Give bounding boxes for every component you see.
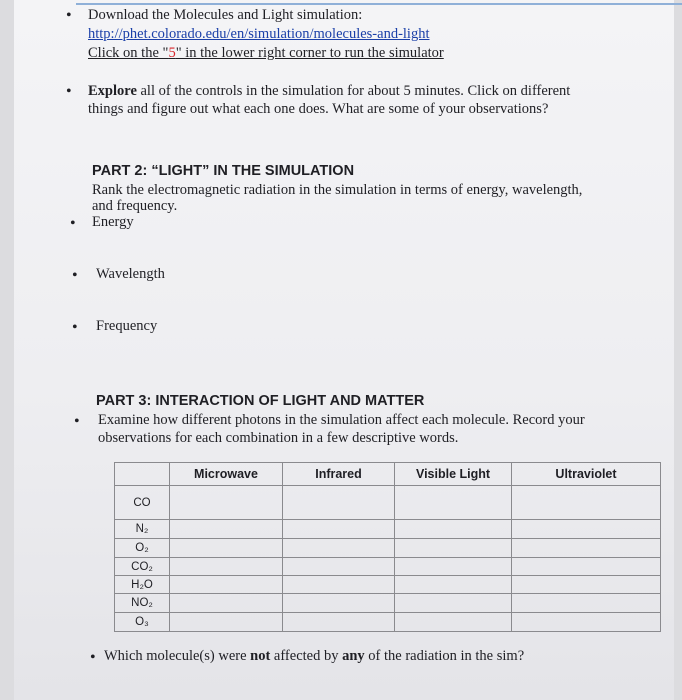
molecule-label: H₂O	[115, 576, 170, 594]
answer-cell[interactable]	[170, 520, 283, 539]
answer-cell[interactable]	[395, 594, 512, 613]
molecule-label: N₂	[115, 520, 170, 539]
table-header-row	[115, 463, 661, 486]
answer-cell[interactable]	[395, 558, 512, 576]
table-row	[115, 576, 661, 594]
answer-cell[interactable]	[170, 576, 283, 594]
part2-description-line2: and frequency.	[92, 198, 178, 214]
answer-cell[interactable]	[283, 613, 395, 632]
bullet: •	[72, 267, 78, 284]
table-row	[115, 539, 661, 558]
column-header: Microwave	[170, 463, 283, 486]
table-row	[115, 520, 661, 539]
part2-heading: PART 2: “LIGHT” IN THE SIMULATION	[92, 163, 355, 179]
part2-description: Rank the electromagnetic radiation in the simulation in terms of energy, wavelength,	[92, 182, 583, 198]
rank-item-wavelength: Wavelength	[96, 266, 165, 282]
answer-cell[interactable]	[512, 576, 661, 594]
table-row	[115, 486, 661, 520]
answer-cell[interactable]	[283, 539, 395, 558]
answer-cell[interactable]	[283, 486, 395, 520]
part3-heading: PART 3: INTERACTION OF LIGHT AND MATTER	[96, 393, 425, 409]
table-row	[115, 594, 661, 613]
bullet: •	[66, 7, 72, 24]
rank-item-energy: Energy	[92, 214, 134, 230]
answer-cell[interactable]	[395, 576, 512, 594]
bullet: •	[72, 319, 78, 336]
explore-instruction-line2: things and figure out what each one does. What are some of your observations?	[88, 101, 549, 117]
answer-cell[interactable]	[395, 613, 512, 632]
interaction-table	[114, 462, 661, 632]
answer-cell[interactable]	[512, 558, 661, 576]
column-header: Infrared	[283, 463, 395, 486]
table-row	[115, 613, 661, 632]
final-question: Which molecule(s) were not affected by any of the radiation in the sim?	[104, 648, 525, 664]
answer-cell[interactable]	[512, 486, 661, 520]
molecule-label: NO₂	[115, 594, 170, 613]
answer-cell[interactable]	[170, 486, 283, 520]
rank-item-frequency: Frequency	[96, 318, 158, 334]
answer-cell[interactable]	[170, 594, 283, 613]
simulation-link[interactable]: http://phet.colorado.edu/en/simulation/molecules-and-light	[88, 26, 430, 42]
molecule-label: O₂	[115, 539, 170, 558]
header-rule	[76, 3, 682, 5]
molecule-label: CO	[115, 486, 170, 520]
column-header: Visible Light	[395, 463, 512, 486]
answer-cell[interactable]	[170, 558, 283, 576]
table-corner-cell	[115, 463, 170, 486]
bullet: •	[70, 215, 76, 232]
document-page	[14, 0, 674, 700]
part3-description: Examine how different photons in the simulation affect each molecule. Record your	[98, 412, 585, 428]
answer-cell[interactable]	[283, 558, 395, 576]
answer-cell[interactable]	[512, 539, 661, 558]
answer-cell[interactable]	[170, 613, 283, 632]
answer-cell[interactable]	[283, 594, 395, 613]
download-instruction: Download the Molecules and Light simulation:	[88, 7, 363, 23]
bullet: •	[74, 413, 80, 430]
answer-cell[interactable]	[512, 520, 661, 539]
molecule-label: CO₂	[115, 558, 170, 576]
part3-description-line2: observations for each combination in a few descriptive words.	[98, 430, 459, 446]
answer-cell[interactable]	[170, 539, 283, 558]
bullet: •	[66, 83, 72, 100]
answer-cell[interactable]	[395, 520, 512, 539]
answer-cell[interactable]	[512, 594, 661, 613]
bullet: •	[90, 649, 96, 666]
answer-cell[interactable]	[395, 539, 512, 558]
explore-instruction: Explore all of the controls in the simulation for about 5 minutes. Click on different	[88, 83, 571, 99]
answer-cell[interactable]	[395, 486, 512, 520]
answer-cell[interactable]	[283, 520, 395, 539]
answer-cell[interactable]	[283, 576, 395, 594]
answer-cell[interactable]	[512, 613, 661, 632]
molecule-label: O₃	[115, 613, 170, 632]
click-instruction: Click on the "5" in the lower right corner to run the simulator	[88, 45, 444, 61]
table-row	[115, 558, 661, 576]
column-header: Ultraviolet	[512, 463, 661, 486]
